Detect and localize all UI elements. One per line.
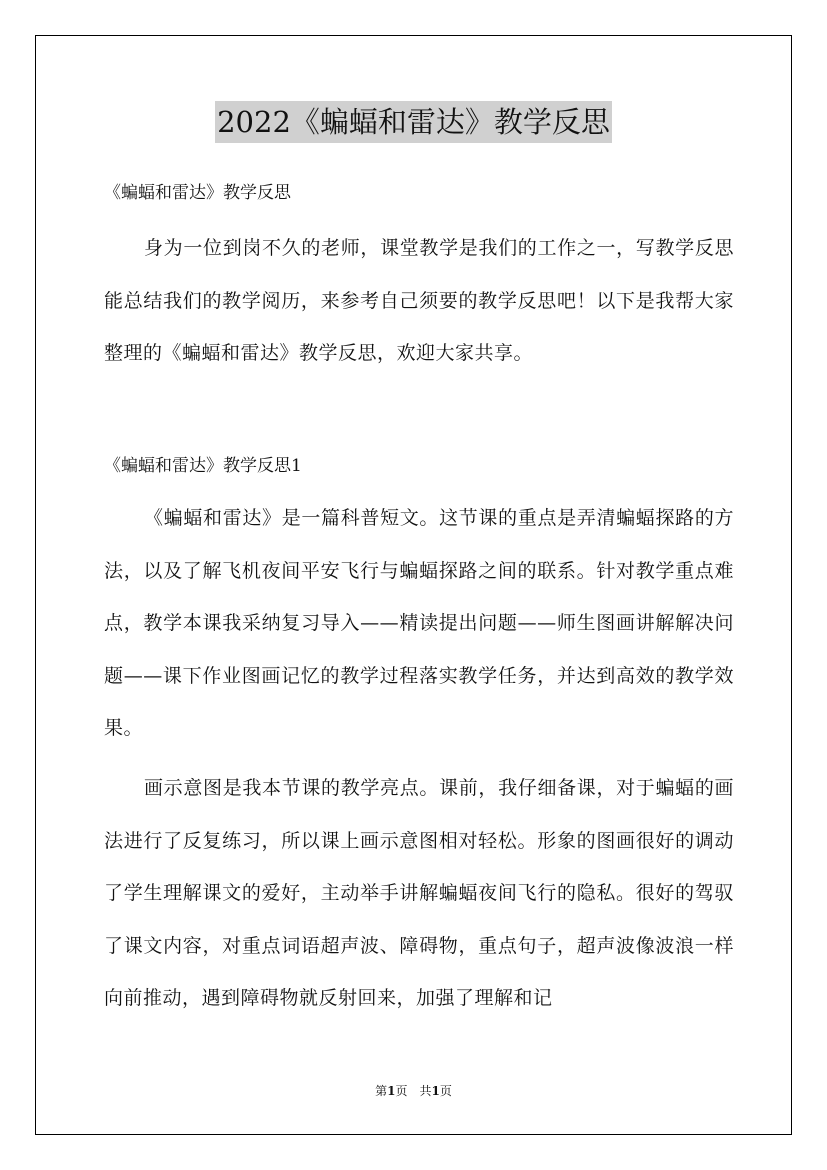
intro-paragraph: 身为一位到岗不久的老师，课堂教学是我们的工作之一，写教学反思能总结我们的教学阅历，来参考自己须要的教学反思吧！以下是我帮大家整理的《蝙蝠和雷达》教学反思，欢迎大家共享。 xyxy=(104,237,734,364)
footer-page-mid: 页 共 xyxy=(395,1084,432,1098)
title-container xyxy=(0,101,827,143)
page-footer xyxy=(0,1083,827,1099)
document-subtitle: 《蝙蝠和雷达》教学反思 xyxy=(104,183,291,203)
footer-page-current: 1 xyxy=(387,1084,396,1098)
section-heading: 《蝙蝠和雷达》教学反思1 xyxy=(104,456,302,476)
body-paragraph-2: 画示意图是我本节课的教学亮点。课前，我仔细备课，对于蝙蝠的画法进行了反复练习，所以课上画示意图相对轻松。形象的图画很好的调动了学生理解课文的爱好，主动举手讲解蝙蝠夜间飞行的隐私。很好的驾驭了课文内容，对重点词语超声波、障碍物，重点句子，超声波像波浪一样向前推动，遇到障碍物就反射回来，加强了理解和记 xyxy=(104,777,734,1009)
body-paragraph-1: 《蝙蝠和雷达》是一篇科普短文。这节课的重点是弄清蝙蝠探路的方法，以及了解飞机夜间平安飞行与蝙蝠探路之间的联系。针对教学重点难点，教学本课我采纳复习导入——精读提出问题——师生图画讲解解决问题——课下作业图画记忆的教学过程落实教学任务，并达到高效的教学效果。 xyxy=(104,507,734,739)
footer-page-total: 1 xyxy=(431,1084,440,1098)
footer-page-prefix: 第 xyxy=(375,1084,388,1098)
document-title: 2022《蝙蝠和雷达》教学反思 xyxy=(215,101,612,143)
footer-page-suffix: 页 xyxy=(439,1084,452,1098)
